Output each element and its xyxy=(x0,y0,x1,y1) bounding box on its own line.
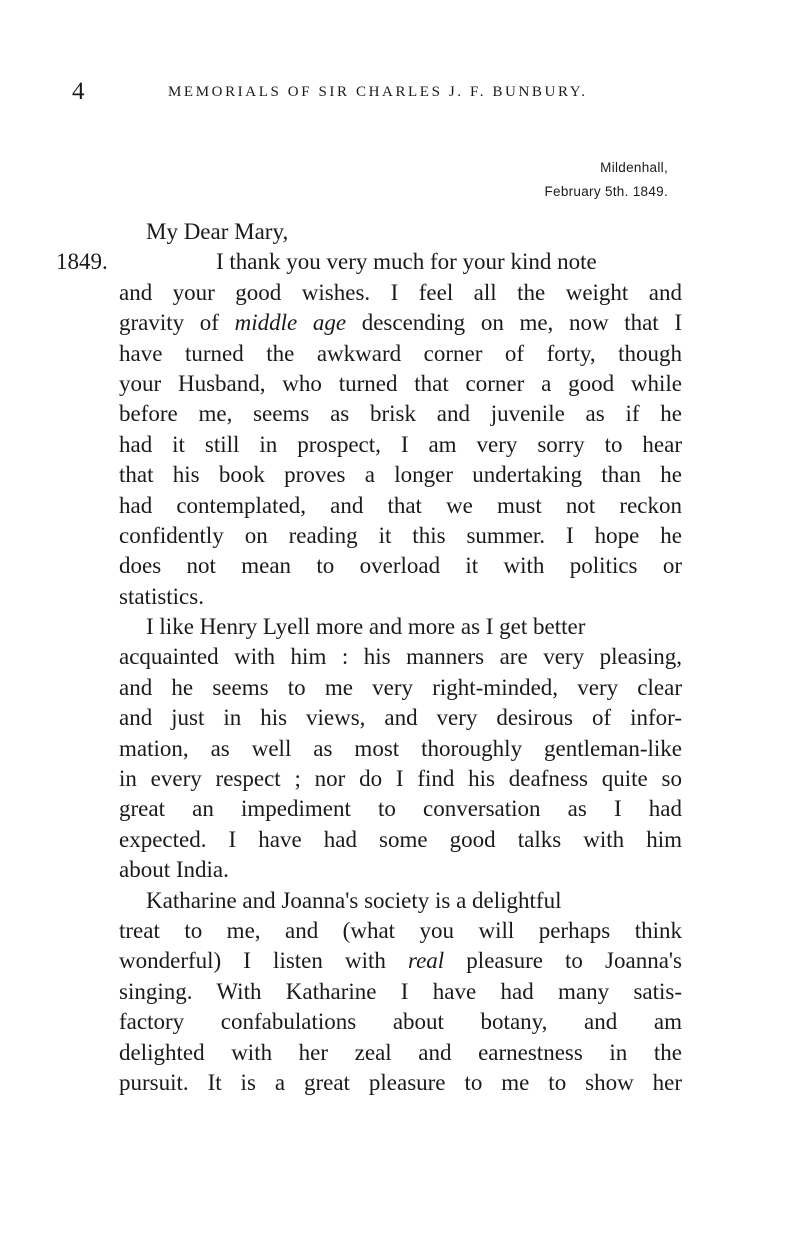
text-line xyxy=(119,308,682,338)
text-run: descending on me, now that I xyxy=(346,310,682,336)
text-line: acquainted with him : his manners are very pleasing, xyxy=(119,644,682,670)
text-line: and he seems to me very right-minded, very clear xyxy=(119,674,682,700)
text-line: had it still in prospect, I am very sorry to hear xyxy=(119,431,682,457)
text-line: Katharine and Joanna's society is a delightful xyxy=(146,887,562,913)
text-line: I like Henry Lyell more and more as I get better xyxy=(146,614,586,640)
text-line: I thank you very much for your kind note xyxy=(216,249,597,275)
running-title: MEMORIALS OF SIR CHARLES J. F. BUNBURY. xyxy=(168,84,588,100)
page-header xyxy=(72,78,682,108)
text-line: that his book proves a longer undertaking than he xyxy=(119,462,682,488)
text-line: expected. I have had some good talks with him xyxy=(119,826,682,852)
text-line: does not mean to overload it with politics or xyxy=(119,553,682,579)
paragraph-1 xyxy=(119,247,682,612)
dateline-date: February 5th. 1849. xyxy=(544,184,668,199)
text-line: have turned the awkward corner of forty, though xyxy=(119,340,682,366)
paragraph-2 xyxy=(119,612,682,886)
text-line: mation, as well as most thoroughly gentleman-like xyxy=(119,735,682,761)
text-line: before me, seems as brisk and juvenile as if he xyxy=(119,401,682,427)
text-run: gravity of xyxy=(119,310,235,336)
dateline-place: Mildenhall, xyxy=(600,160,668,175)
emphasis-text: middle age xyxy=(234,310,347,336)
text-line: and your good wishes. I feel all the weight and xyxy=(119,279,682,305)
text-line: about India. xyxy=(119,857,229,883)
letter-dateline xyxy=(544,156,668,204)
text-line: statistics. xyxy=(119,583,204,609)
text-line: had contemplated, and that we must not reckon xyxy=(119,492,682,518)
text-line: in every respect ; nor do I find his deafness quite so xyxy=(119,766,682,792)
page-number: 4 xyxy=(72,78,85,105)
text-line: treat to me, and (what you will perhaps think xyxy=(119,917,682,943)
paragraph-3 xyxy=(119,886,682,1099)
text-run: wonderful) I listen with xyxy=(119,948,408,974)
text-line: delighted with her zeal and earnestness in the xyxy=(119,1039,682,1065)
salutation: My Dear Mary, xyxy=(146,219,289,244)
text-line xyxy=(119,946,682,976)
text-line: factory confabulations about botany, and am xyxy=(119,1009,682,1035)
text-line: great an impediment to conversation as I had xyxy=(119,796,682,822)
text-run: pleasure to Joanna's xyxy=(444,948,682,974)
letter-body xyxy=(119,217,682,1098)
text-line: confidently on reading it this summer. I hope he xyxy=(119,522,682,548)
margin-year-note: 1849. xyxy=(56,249,108,274)
text-line: and just in his views, and very desirous of infor- xyxy=(119,705,682,731)
text-line: pursuit. It is a great pleasure to me to show her xyxy=(119,1069,682,1095)
emphasis-text: real xyxy=(408,948,445,974)
text-line: your Husband, who turned that corner a good while xyxy=(119,370,682,396)
text-line: singing. With Katharine I have had many satis- xyxy=(119,978,682,1004)
